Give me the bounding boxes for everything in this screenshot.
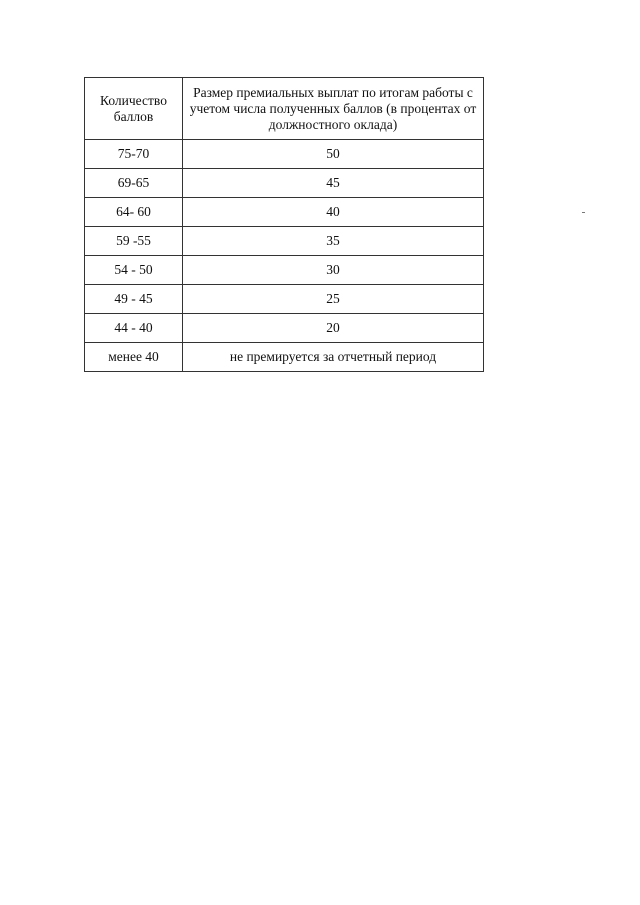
- table-row: [85, 343, 484, 372]
- score-value: 64- 60: [116, 204, 151, 219]
- score-value: 69-65: [117, 175, 150, 190]
- bonus-cell: [183, 169, 484, 198]
- score-cell: [85, 140, 183, 169]
- bonus-table: [84, 77, 484, 372]
- score-value: 59 -55: [116, 233, 151, 248]
- bonus-cell: [183, 198, 484, 227]
- table-header-row: [85, 78, 484, 140]
- bonus-value: 50: [326, 146, 340, 161]
- bonus-value: 30: [326, 262, 340, 277]
- bonus-cell: [183, 343, 484, 372]
- table-row: [85, 314, 484, 343]
- header-bonus-label: Размер премиальных выплат по итогам работы с учетом числа полученных баллов (в процентах от должностного оклада): [189, 84, 477, 132]
- bonus-value: не премируется за отчетный период: [229, 349, 437, 364]
- score-value: 54 - 50: [114, 262, 153, 277]
- bonus-cell: [183, 140, 484, 169]
- bonus-value: 45: [326, 175, 340, 190]
- score-cell: [85, 198, 183, 227]
- table-row: [85, 198, 484, 227]
- header-score-label: Количество баллов: [100, 92, 167, 124]
- bonus-value: 25: [326, 291, 340, 306]
- table-row: [85, 169, 484, 198]
- bonus-value: 20: [326, 320, 340, 335]
- score-cell: [85, 256, 183, 285]
- scan-speck: [582, 212, 585, 213]
- header-score-cell: [85, 78, 183, 140]
- table-row: [85, 140, 484, 169]
- bonus-value: 40: [326, 204, 340, 219]
- bonus-cell: [183, 256, 484, 285]
- bonus-cell: [183, 314, 484, 343]
- bonus-cell: [183, 285, 484, 314]
- score-cell: [85, 343, 183, 372]
- score-cell: [85, 169, 183, 198]
- table-row: [85, 227, 484, 256]
- score-value: 49 - 45: [114, 291, 153, 306]
- score-cell: [85, 227, 183, 256]
- table-row: [85, 285, 484, 314]
- score-cell: [85, 314, 183, 343]
- score-value: 75-70: [117, 146, 150, 161]
- bonus-value: 35: [326, 233, 340, 248]
- table-row: [85, 256, 484, 285]
- score-value: менее 40: [108, 349, 159, 364]
- header-bonus-cell: [183, 78, 484, 140]
- score-value: 44 - 40: [114, 320, 153, 335]
- bonus-cell: [183, 227, 484, 256]
- score-cell: [85, 285, 183, 314]
